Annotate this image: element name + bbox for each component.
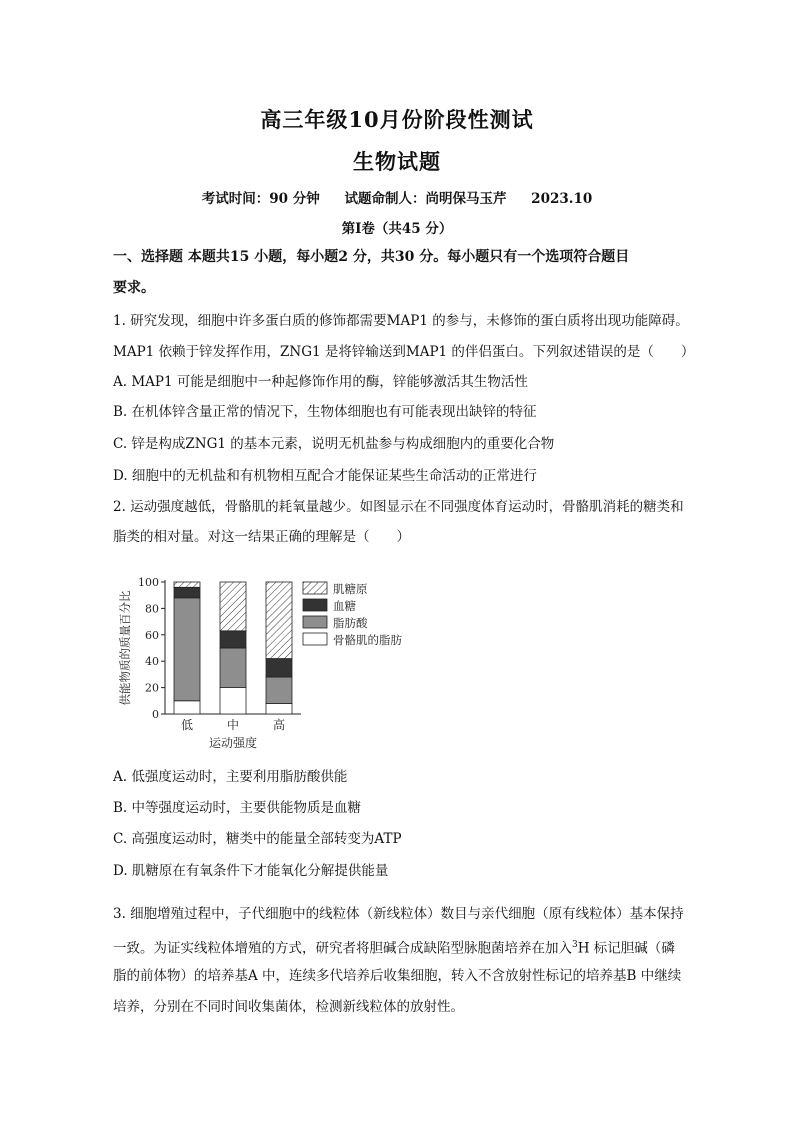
bar-segment <box>174 598 200 701</box>
legend-swatch <box>303 599 327 611</box>
bar-segment <box>266 659 292 677</box>
bar-segment <box>220 631 246 648</box>
q3-superscript: 3 <box>572 940 578 950</box>
legend-swatch <box>303 633 327 645</box>
q2-option-d: D. 肌糖原在有氧条件下才能氧化分解提供能量 <box>113 863 389 879</box>
y-tick-label: 60 <box>145 628 159 642</box>
q1-stem-line1: 1. 研究发现，细胞中许多蛋白质的修饰都需要MAP1 的参与，未修饰的蛋白质将出现功能障碍。 <box>113 313 689 329</box>
bar-segment <box>174 582 200 587</box>
q1-option-a: A. MAP1 可能是细胞中一种起修饰作用的酶，锌能够激活其生物活性 <box>113 374 528 390</box>
q3-line2-text-b: H 标记胆碱（磷 <box>577 940 675 957</box>
stacked-bar-chart-svg <box>113 568 453 753</box>
legend-label: 血糖 <box>333 599 356 613</box>
q1-option-c: C. 锌是构成ZNG1 的基本元素，说明无机盐参与构成细胞内的重要化合物 <box>113 436 555 452</box>
y-tick-label: 0 <box>152 708 159 721</box>
x-tick-label: 中 <box>226 718 240 732</box>
energy-source-chart <box>113 568 453 753</box>
y-tick-label: 20 <box>145 681 159 695</box>
subject-title: 生物试题 <box>353 149 441 174</box>
y-axis-label: 供能物质的质量百分比 <box>118 590 132 706</box>
q1-stem-line2: MAP1 依赖于锌发挥作用，ZNG1 是将锌输送到MAP1 的伴侣蛋白。下列叙述错误的是（ ） <box>113 344 695 360</box>
q1-option-d: D. 细胞中的无机盐和有机物相互配合才能保证某些生命活动的正常进行 <box>113 468 537 484</box>
legend-swatch <box>303 582 327 594</box>
exam-title: 高三年级10月份阶段性测试 <box>260 107 534 132</box>
volume-heading: 第Ⅰ卷（共45 分） <box>341 221 453 237</box>
legend-label: 骨骼肌的脂肪 <box>333 633 402 647</box>
section-heading-line2: 要求。 <box>113 280 155 296</box>
bar-segment <box>266 582 292 659</box>
x-axis-label: 运动强度 <box>208 736 258 750</box>
bar-segment <box>220 648 246 688</box>
q2-option-b: B. 中等强度运动时，主要供能物质是血糖 <box>113 800 362 816</box>
y-tick-label: 80 <box>145 602 159 616</box>
q3-line1: 3. 细胞增殖过程中，子代细胞中的线粒体（新线粒体）数目与亲代细胞（原有线粒体）基本保持 <box>113 906 684 922</box>
legend-swatch <box>303 616 327 628</box>
q3-line4: 培养，分别在不同时间收集菌体，检测新线粒体的放射性。 <box>113 999 464 1015</box>
q3-line2-text: 一致。为证实线粒体增殖的方式，研究者将胆碱合成缺陷型脉胞菌培养在加入 <box>113 940 572 957</box>
exam-time: 考试时间：90 分钟 <box>201 191 320 207</box>
y-tick-label: 40 <box>145 655 159 669</box>
x-tick-label: 高 <box>272 718 286 732</box>
x-tick-label: 低 <box>180 718 194 732</box>
q2-option-a: A. 低强度运动时，主要利用脂肪酸供能 <box>113 769 348 785</box>
q3-line2 <box>113 935 713 959</box>
q2-stem-line2: 脂类的相对量。对这一结果正确的理解是（ ） <box>113 529 410 545</box>
legend-label: 肌糖原 <box>333 582 368 596</box>
exam-info <box>0 187 794 207</box>
bar-segment <box>174 587 200 598</box>
q2-option-c: C. 高强度运动时，糖类中的能量全部转变为ATP <box>113 831 402 847</box>
exam-date: 2023.10 <box>531 191 593 207</box>
exam-authors: 试题命制人：尚明保马玉芹 <box>344 191 507 207</box>
q2-stem-line1: 2. 运动强度越低，骨骼肌的耗氧量越少。如图显示在不同强度体育运动时，骨骼肌消耗的糖类和 <box>113 499 684 515</box>
bar-segment <box>266 703 292 714</box>
section-heading-line1: 一、选择题 本题共15 小题，每小题2 分，共30 分。每小题只有一个选项符合题目 <box>113 249 630 265</box>
bar-segment <box>220 688 246 714</box>
y-tick-label: 100 <box>138 576 159 589</box>
bar-segment <box>266 677 292 703</box>
bar-segment <box>220 582 246 631</box>
q1-option-b: B. 在机体锌含量正常的情况下，生物体细胞也有可能表现出缺锌的特征 <box>113 404 537 420</box>
bar-segment <box>174 701 200 714</box>
legend-label: 脂肪酸 <box>333 616 368 630</box>
q3-line3: 脂的前体物）的培养基A 中，连续多代培养后收集细胞，转入不含放射性标记的培养基B 中继续 <box>113 968 682 984</box>
